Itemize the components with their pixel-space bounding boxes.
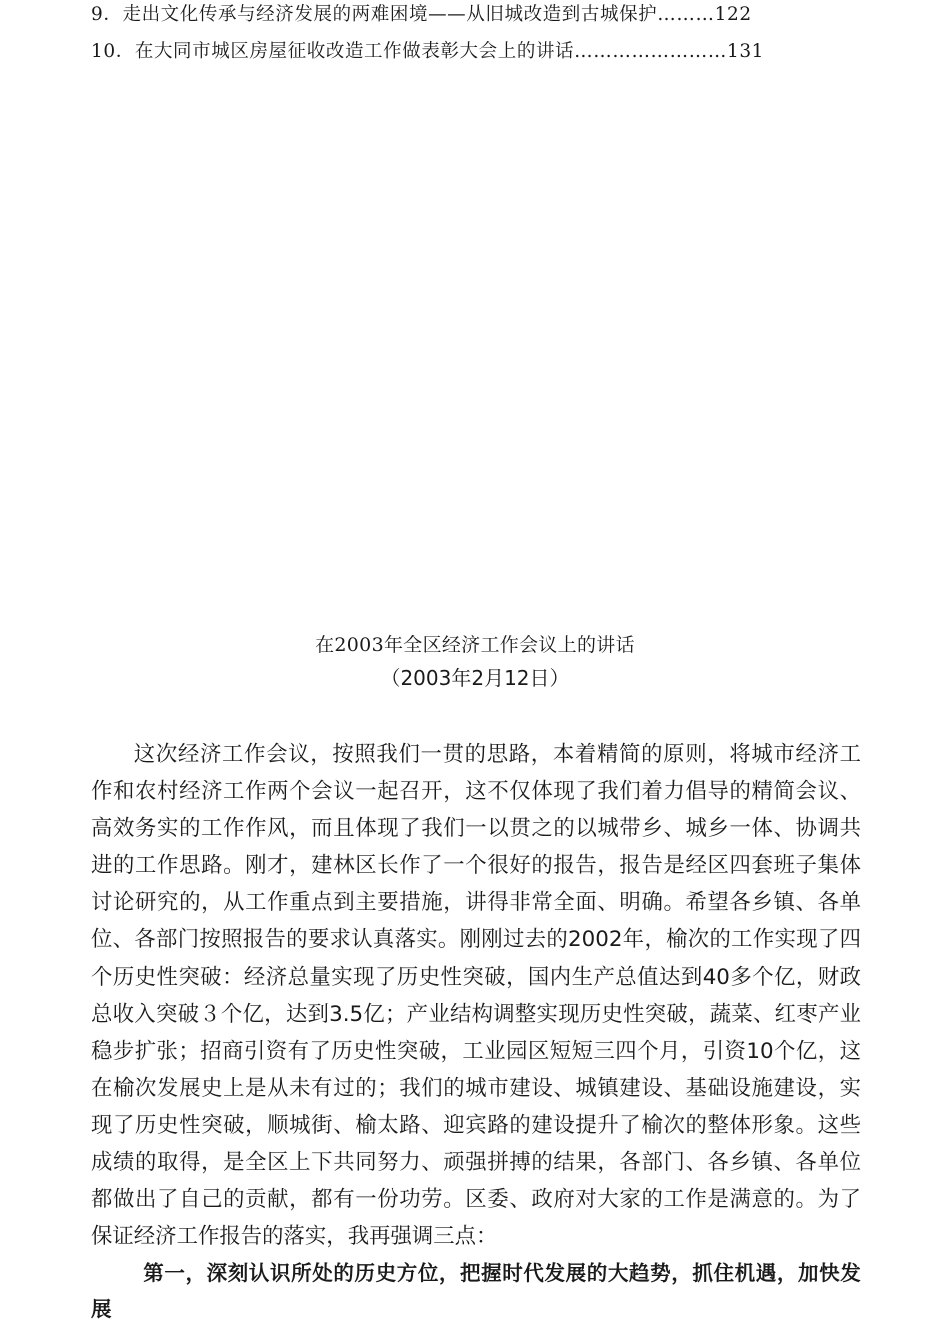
- speech-title: 在2003年全区经济工作会议上的讲话: [315, 634, 635, 656]
- toc-entry[interactable]: 10．在大同市城区房屋征收改造工作做表彰大会上的讲话……………………131: [91, 41, 765, 62]
- speech-date: （2003年2月12日）: [380, 666, 570, 690]
- section-heading-point-one: 第一，深刻认识所处的历史方位，把握时代发展的大趋势，抓住机遇，加快发展: [91, 1261, 861, 1321]
- speech-body-paragraph: 这次经济工作会议，按照我们一贯的思路，本着精简的原则，将城市经济工作和农村经济工作两个会议一起召开，这不仅体现了我们着力倡导的精简会议、高效务实的工作作风，而且体现了我们一以贯之的以城带乡、城乡一体、协调共进的工作思路。刚才，建林区长作了一个很好的报告，报告是经区四套班子集体讨论研究的，从工作重点到主要措施，讲得非常全面、明确。希望各乡镇、各单位、各部门按照报告的要求认真落实。刚刚过去的2002年，榆次的工作实现了四个历史性突破：经济总量实现了历史性突破，国内生产总值达到40多个亿，财政总收入突破３个亿，达到3.5亿；产业结构调整实现历史性突破，蔬菜、红枣产业稳步扩张；招商引资有了历史性突破，工业园区短短三四个月，引资10个亿，这在榆次发展史上是从未有过的；我们的城市建设、城镇建设、基础设施建设，实现了历史性突破，顺城街、榆太路、迎宾路的建设提升了榆次的整体形象。这些成绩的取得，是全区上下共同努力、顽强拼搏的结果，各部门、各乡镇、各单位都做出了自己的贡献，都有一份功劳。区委、政府对大家的工作是满意的。为了保证经济工作报告的落实，我再强调三点：: [91, 742, 861, 1250]
- toc-entry[interactable]: 9．走出文化传承与经济发展的两难困境——从旧城改造到古城保护………122: [91, 4, 752, 25]
- table-of-contents: [91, 2, 861, 76]
